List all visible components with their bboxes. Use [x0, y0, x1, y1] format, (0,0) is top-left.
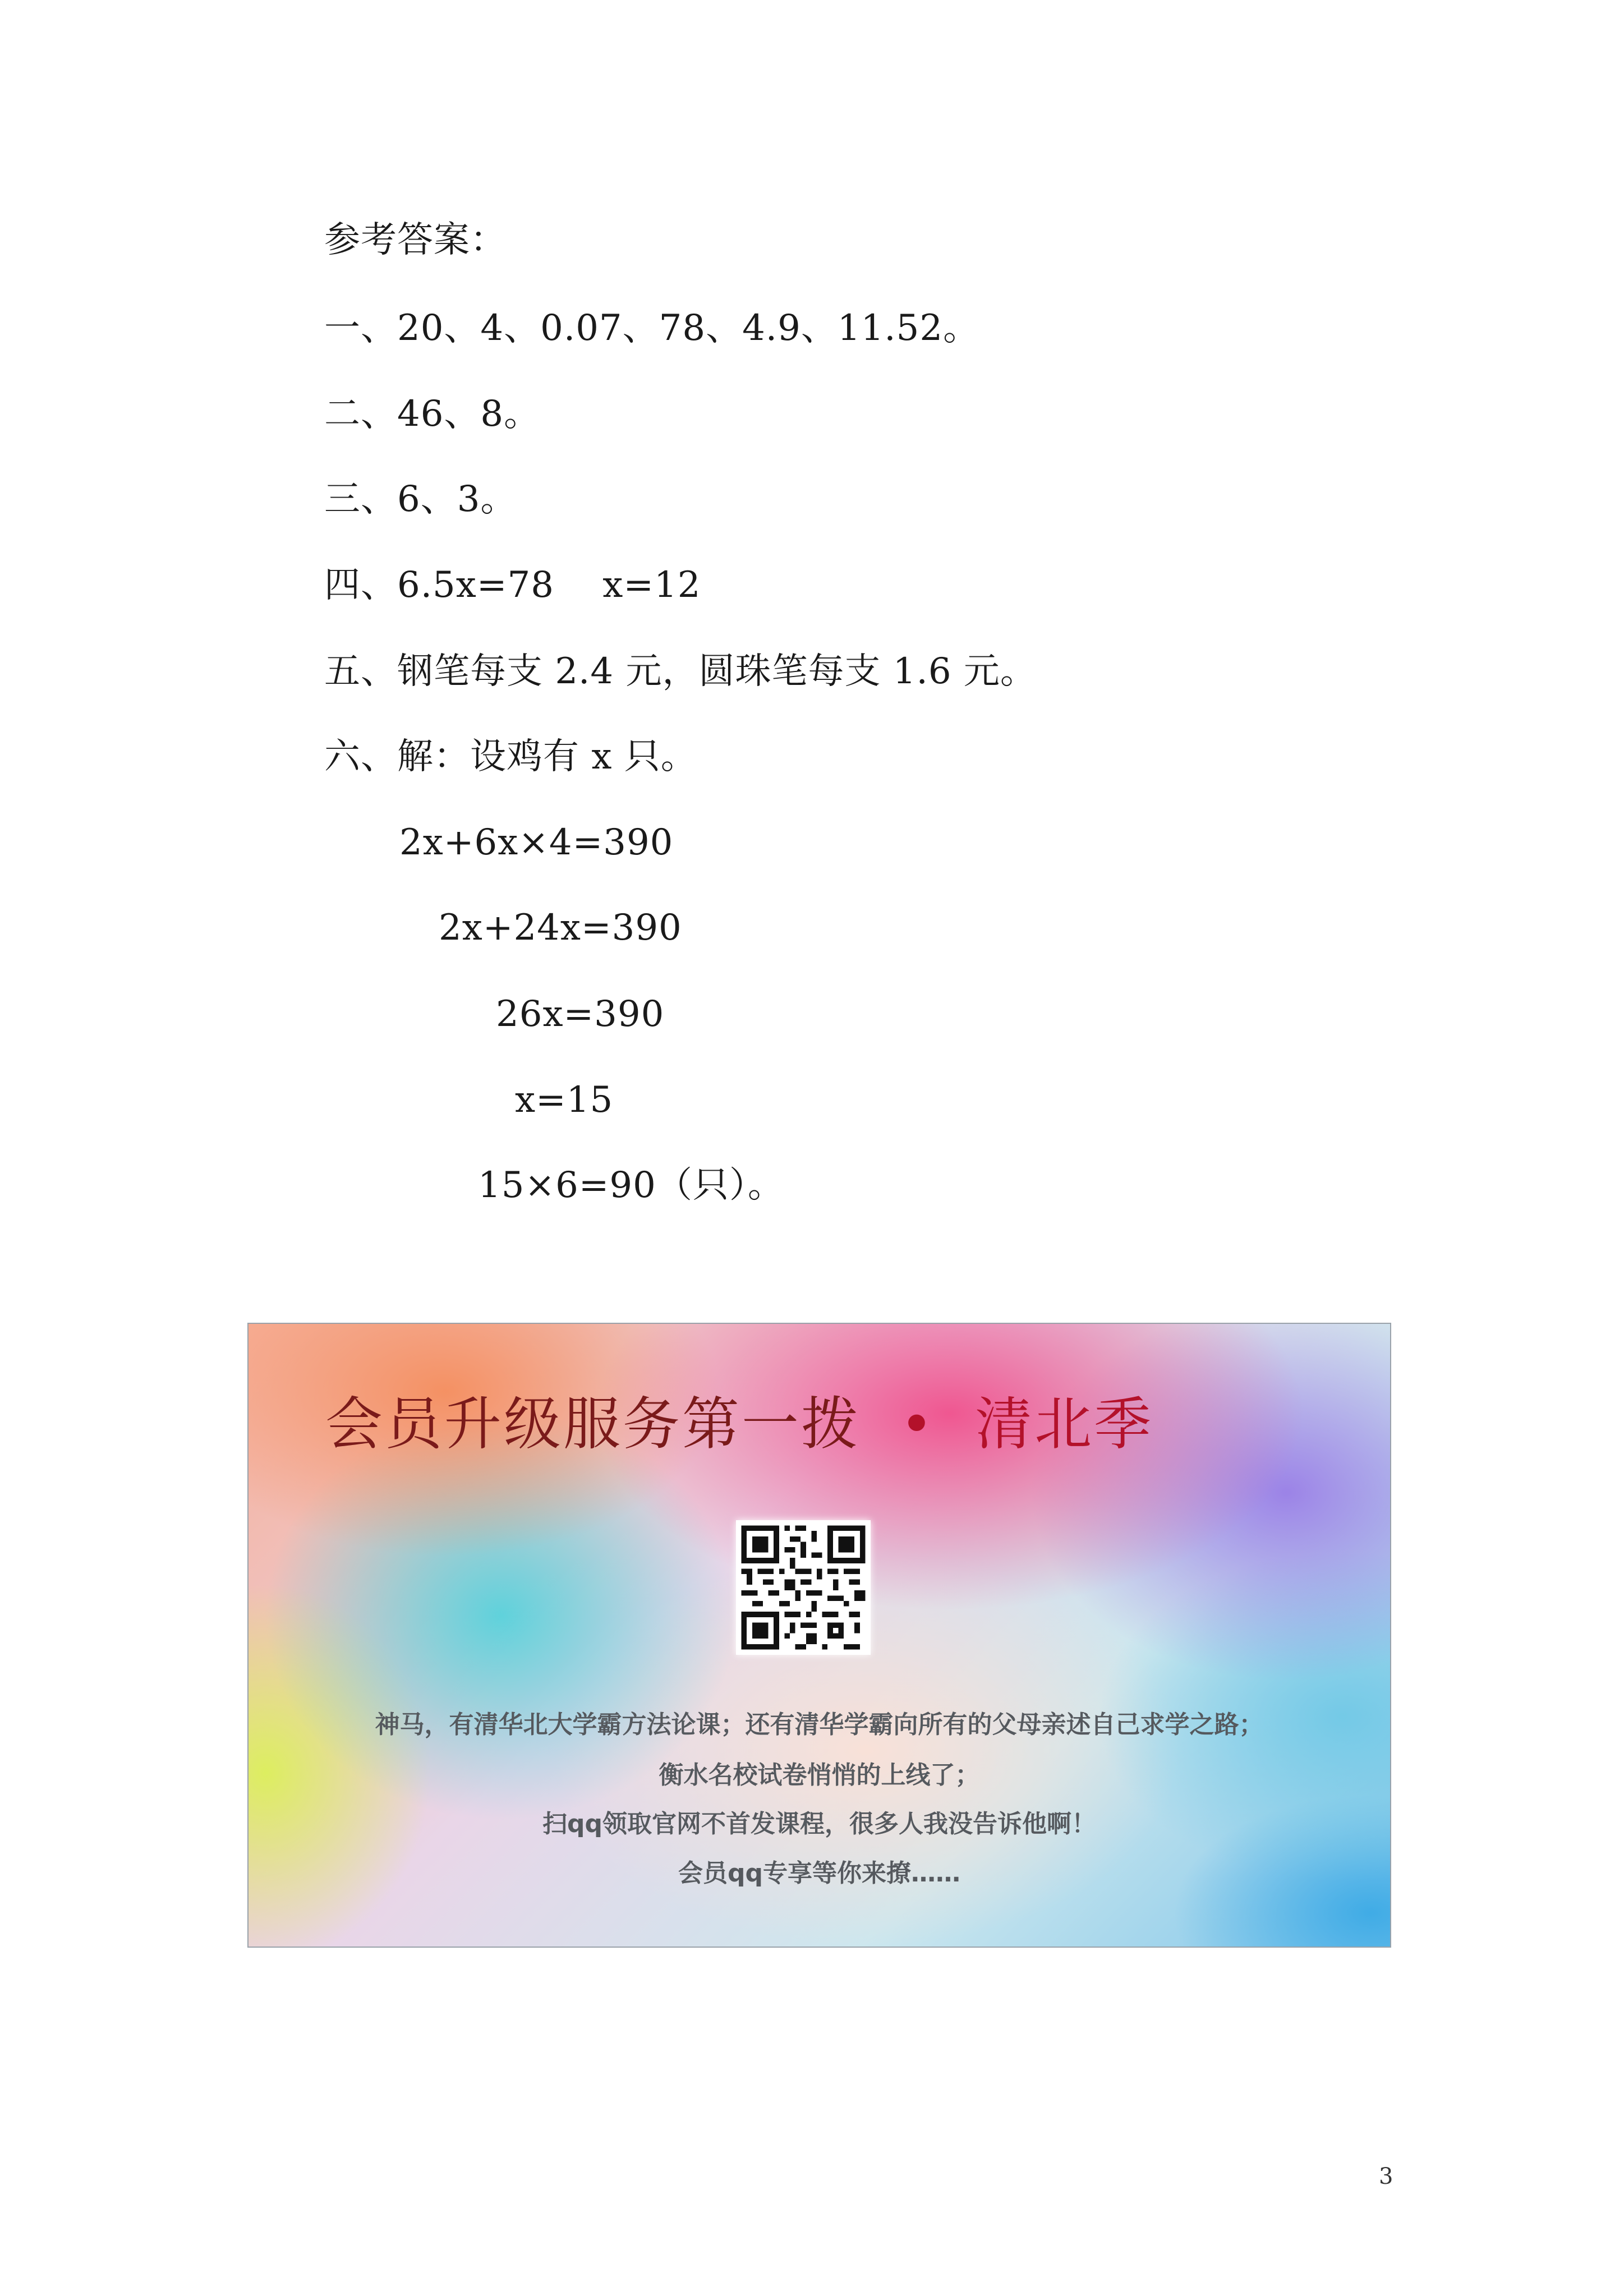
banner-title: [249, 1388, 1174, 1461]
answer-q2: 二、46、8。: [324, 393, 541, 435]
answer-q6: 六、解：设鸡有 x 只。: [324, 736, 697, 777]
qr-code-icon[interactable]: [736, 1520, 871, 1655]
answer-q6-step4: x=15: [515, 1079, 614, 1121]
banner-line-3: 扫qq领取官网不首发课程，很多人我没告诉他啊！: [542, 1810, 1096, 1838]
page-number: 3: [1379, 2164, 1393, 2189]
promo-banner[interactable]: [247, 1323, 1391, 1948]
banner-title-dot: •: [899, 1391, 936, 1458]
banner-line-1: 神马，有清华北大学霸方法论课；还有清华学霸向所有的父母亲述自己求学之路；: [375, 1710, 1264, 1739]
answer-q6-step5: 15×6=90（只）。: [478, 1165, 784, 1206]
answer-q1: 一、20、4、0.07、78、4.9、11.52。: [324, 307, 980, 349]
answer-q6-step2: 2x+24x=390: [439, 907, 682, 949]
banner-line-2: 衡水名校试卷悄悄的上线了；: [659, 1761, 980, 1789]
answer-heading: 参考答案：: [324, 219, 507, 261]
banner-title-main: 会员升级服务第一拨: [325, 1391, 861, 1458]
answer-q6-step3: 26x=390: [496, 993, 665, 1035]
answer-q4: 四、6.5x=78 x=12: [324, 564, 701, 606]
banner-title-brand: 清北季: [975, 1391, 1154, 1458]
answer-q3: 三、6、3。: [324, 478, 517, 520]
banner-line-4: 会员qq专享等你来撩……: [678, 1859, 960, 1888]
answer-q5: 五、钢笔每支 2.4 元，圆珠笔每支 1.6 元。: [324, 651, 1037, 692]
answer-q6-step1: 2x+6x×4=390: [399, 822, 674, 863]
